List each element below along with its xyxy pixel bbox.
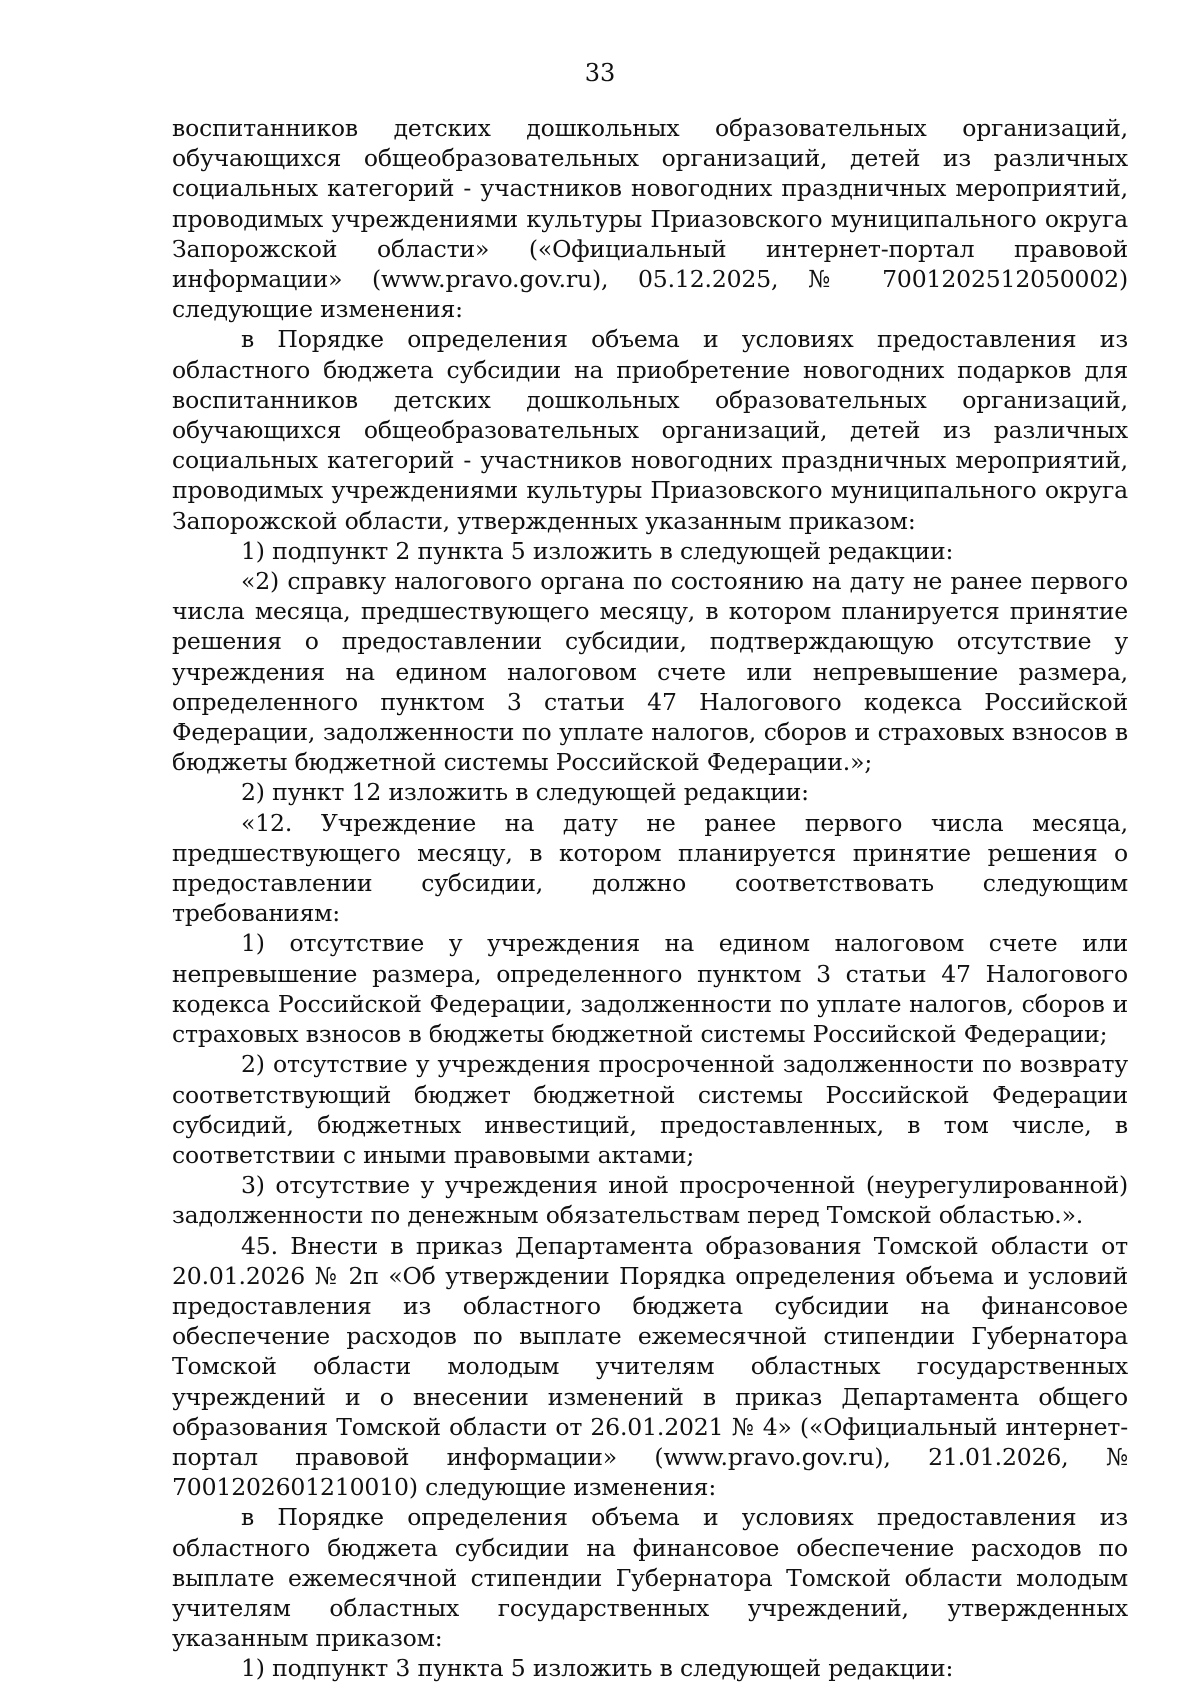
page-number: 33 [584,59,616,87]
paragraph: 45. Внести в приказ Департамента образования Томской области от 20.01.2026 № 2п «Об утверждении Порядка определения объема и условий предоставления из областного бюджета субсидии на финансовое обеспечение расходов по выплате ежемесячной стипендии Губернатора Томской области молодым учителям областных государственных учреждений и о внесении изменений в приказ Департамента общего образования Томской области от 26.01.2021 № 4» («Официальный интернет-портал правовой информации» (www.pravo.gov.ru), 21.01.2026, № 7001202601210010) следующие изменения: [172,1231,1129,1502]
paragraph: 2) пункт 12 изложить в следующей редакции: [241,778,809,807]
paragraph: в Порядке определения объема и условиях предоставления из областного бюджета субсидии на приобретение новогодних подарков для воспитанников детских дошкольных образовательных организаций, обучающихся общеобразовательных организаций, детей из различных социальных категорий - участников новогодних праздничных мероприятий, проводимых учреждениями культуры Приазовского муниципального округа Запорожской области, утвержденных указанным приказом: [172,325,1129,535]
paragraph: 3) отсутствие у учреждения иной просроченной (неурегулированной) задолженности по денежным обязательствам перед Томской областью.». [172,1171,1128,1230]
paragraph: 1) отсутствие у учреждения на едином налоговом счете или непревышение размера, определенного пунктом 3 статьи 47 Налогового кодекса Российской Федерации, задолженности по уплате налогов, сборов и страховых взносов в бюджеты бюджетной системы Российской Федерации; [172,929,1128,1049]
paragraph: воспитанников детских дошкольных образовательных организаций, обучающихся общеобразовательных организаций, детей из различных социальных категорий - участников новогодних праздничных мероприятий, проводимых учреждениями культуры Приазовского муниципального округа Запорожской области» («Официальный интернет-портал правовой информации» (www.pravo.gov.ru), 05.12.2025, № 7001202512050002) следующие изменения: [172,114,1129,324]
paragraph: «12. Учреждение на дату не ранее первого числа месяца, предшествующего месяцу, в котором планируется принятие решения о предоставлении субсидии, должно соответствовать следующим требованиям: [172,808,1128,928]
paragraph: 1) подпункт 3 пункта 5 изложить в следующей редакции: [241,1654,954,1683]
paragraph: 2) отсутствие у учреждения просроченной задолженности по возврату соответствующий бюджет бюджетной системы Российской Федерации субсидий, бюджетных инвестиций, предоставленных, в том числе, в соответствии с иными правовыми актами; [172,1050,1128,1169]
paragraph: в Порядке определения объема и условиях предоставления из областного бюджета субсидии на финансовое обеспечение расходов по выплате ежемесячной стипендии Губернатора Томской области молодым учителям областных государственных учреждений, утвержденных указанным приказом: [172,1503,1129,1653]
paragraph: 1) подпункт 2 пункта 5 изложить в следующей редакции: [241,536,954,565]
paragraph: «2) справку налогового органа по состоянию на дату не ранее первого числа месяца, предшествующего месяцу, в котором планируется принятие решения о предоставлении субсидии, подтверждающую отсутствие у учреждения на едином налоговом счете или непревышение размера, определенного пунктом 3 статьи 47 Налогового кодекса Российской Федерации, задолженности по уплате налогов, сборов и страховых взносов в бюджеты бюджетной системы Российской Федерации.»; [172,567,1128,777]
document-body [172,113,1128,1684]
